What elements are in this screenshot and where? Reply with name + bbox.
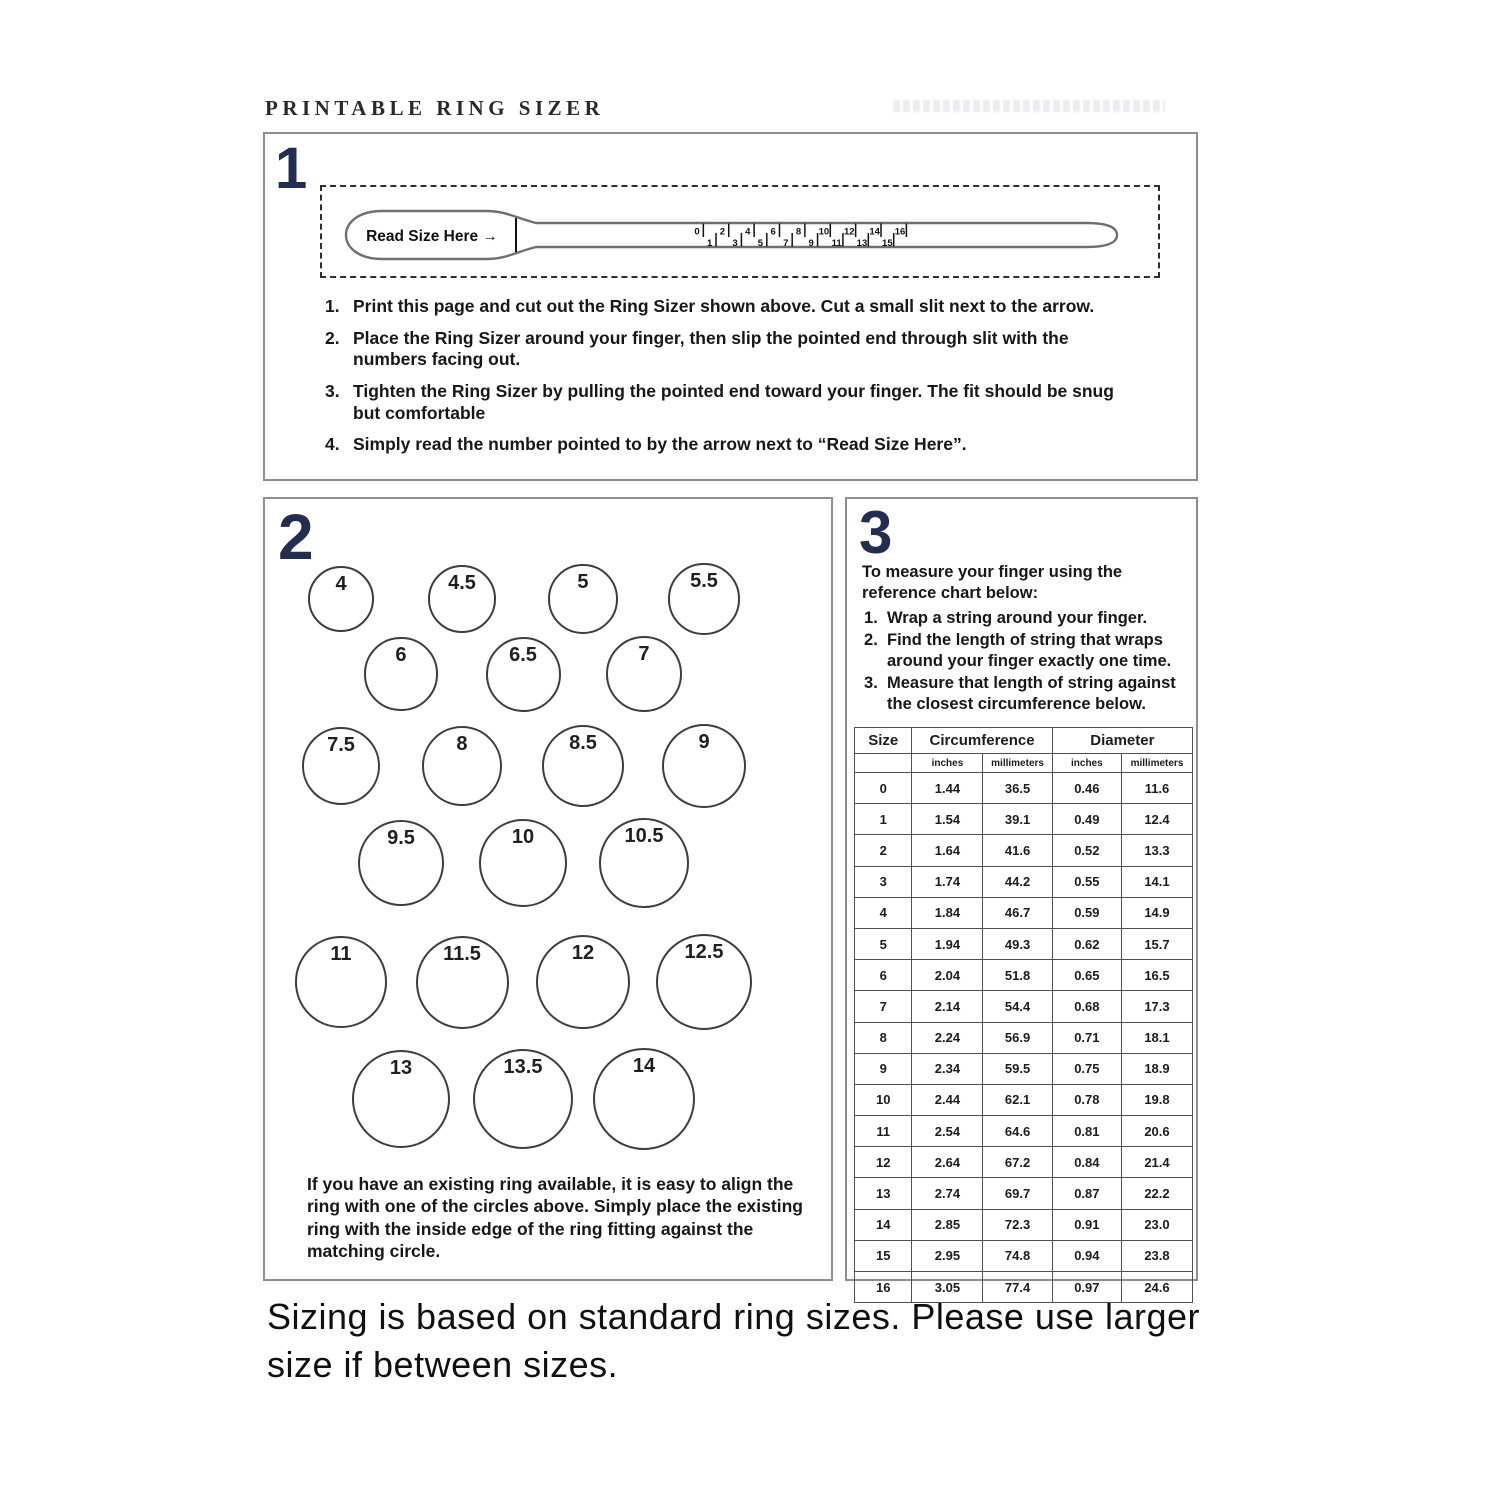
cutout-instructions-list — [321, 296, 1116, 466]
table-cell: 1.44 — [912, 773, 983, 804]
table-cell: 51.8 — [983, 960, 1052, 991]
table-cell: 56.9 — [983, 1022, 1052, 1053]
ring-size-circle — [656, 934, 753, 1031]
table-cell: 0.65 — [1052, 960, 1121, 991]
ring-size-label: 9.5 — [387, 827, 415, 850]
table-row — [855, 1209, 1193, 1240]
table-row — [855, 804, 1193, 835]
table-cell: 39.1 — [983, 804, 1052, 835]
table-cell: 46.7 — [983, 897, 1052, 928]
scale-number: 8 — [795, 226, 801, 237]
table-sub-header-row — [855, 754, 1193, 773]
ring-size-circle — [479, 819, 567, 907]
ring-size-circle — [662, 724, 746, 808]
section-1-number: 1 — [275, 136, 308, 201]
table-cell: 23.8 — [1121, 1240, 1192, 1271]
ring-size-label: 12 — [571, 941, 595, 964]
cutout-dashed-outline — [320, 185, 1160, 278]
ring-size-circle — [548, 564, 618, 634]
scale-number: 2 — [719, 226, 725, 237]
table-row — [855, 1147, 1193, 1178]
ring-size-label: 4.5 — [448, 572, 476, 595]
ring-size-circle — [416, 936, 509, 1029]
table-row — [855, 1053, 1193, 1084]
col-header-size: Size — [855, 728, 912, 754]
table-cell: 2.54 — [912, 1116, 983, 1147]
col-header-circumference: Circumference — [912, 728, 1052, 754]
section-1-panel — [263, 132, 1198, 481]
table-cell: 5 — [855, 928, 912, 959]
ring-size-circle — [486, 637, 561, 712]
ring-size-circle — [364, 637, 437, 710]
table-cell: 2.85 — [912, 1209, 983, 1240]
table-cell: 18.9 — [1121, 1053, 1192, 1084]
ring-size-circle — [302, 727, 381, 806]
table-cell: 6 — [855, 960, 912, 991]
ring-size-label: 4 — [335, 573, 347, 595]
ring-size-circle — [308, 566, 374, 632]
table-cell: 0.59 — [1052, 897, 1121, 928]
scale-number: 12 — [843, 226, 855, 237]
table-cell: 64.6 — [983, 1116, 1052, 1147]
table-cell: 24.6 — [1121, 1272, 1192, 1303]
measure-step-item: Find the length of string that wraps around your finger exactly one time. — [887, 631, 1172, 670]
ring-size-circle — [606, 636, 683, 713]
table-cell: 0.55 — [1052, 866, 1121, 897]
ring-size-label: 14 — [632, 1055, 656, 1077]
instruction-item: Tighten the Ring Sizer by pulling the pointed end toward your finger. The fit should be snug but comfortable — [353, 381, 1114, 423]
section-3-number: 3 — [859, 499, 893, 566]
scale-number: 14 — [868, 226, 880, 237]
table-row — [855, 991, 1193, 1022]
table-cell: 2.74 — [912, 1178, 983, 1209]
size-reference-table — [854, 727, 1193, 1303]
table-cell: 7 — [855, 991, 912, 1022]
measure-steps-list — [862, 608, 1196, 716]
table-row — [855, 960, 1193, 991]
table-cell: 2.44 — [912, 1084, 983, 1115]
table-cell: 3 — [855, 866, 912, 897]
scale-number: 9 — [808, 237, 814, 249]
table-cell: 16 — [855, 1272, 912, 1303]
table-cell: 11 — [855, 1116, 912, 1147]
table-cell: 3.05 — [912, 1272, 983, 1303]
ring-size-circle — [358, 820, 444, 906]
scale-number: 16 — [894, 226, 905, 237]
table-cell: 13.3 — [1121, 835, 1192, 866]
table-cell: 2.64 — [912, 1147, 983, 1178]
table-cell: 36.5 — [983, 773, 1052, 804]
sub-header-circumference-inches: inches — [912, 754, 983, 773]
scale-number: 4 — [744, 226, 750, 237]
table-cell: 41.6 — [983, 835, 1052, 866]
table-cell: 23.0 — [1121, 1209, 1192, 1240]
scale-number: 1 — [706, 237, 712, 249]
measure-step-item: Measure that length of string against the closest circumference below. — [887, 674, 1176, 713]
table-cell: 16.5 — [1121, 960, 1192, 991]
measure-intro: To measure your finger using the reference chart below: — [862, 563, 1123, 602]
ring-size-label: 5 — [577, 571, 589, 594]
ring-size-label: 10 — [511, 826, 535, 849]
scale-number: 11 — [831, 237, 842, 249]
table-cell: 0.46 — [1052, 773, 1121, 804]
table-cell: 1.64 — [912, 835, 983, 866]
table-cell: 4 — [855, 897, 912, 928]
ring-size-circle — [668, 563, 739, 634]
ring-size-label: 8 — [456, 732, 468, 755]
ring-size-circle — [542, 725, 624, 807]
table-cell: 2.04 — [912, 960, 983, 991]
table-cell: 15.7 — [1121, 928, 1192, 959]
table-cell: 0.52 — [1052, 835, 1121, 866]
existing-ring-note: If you have an existing ring available, it is easy to align the ring with one of the circles above. Simply place the existing ring with the inside edge of the ring fitting against the matching circle. — [307, 1174, 803, 1262]
ring-size-label: 13.5 — [503, 1055, 543, 1078]
ring-sizer-strip — [320, 185, 1160, 278]
table-cell: 0.94 — [1052, 1240, 1121, 1271]
scale-number: 5 — [757, 237, 763, 249]
table-row — [855, 1178, 1193, 1209]
instruction-item: Print this page and cut out the Ring Sizer shown above. Cut a small slit next to the arrow. — [353, 296, 1095, 316]
table-cell: 0.91 — [1052, 1209, 1121, 1240]
table-cell: 59.5 — [983, 1053, 1052, 1084]
table-cell: 13 — [855, 1178, 912, 1209]
ring-size-label: 6.5 — [509, 643, 537, 666]
table-cell: 14 — [855, 1209, 912, 1240]
ring-size-label: 12.5 — [684, 940, 724, 963]
table-row — [855, 897, 1193, 928]
table-cell: 18.1 — [1121, 1022, 1192, 1053]
table-cell: 1.84 — [912, 897, 983, 928]
watermark — [893, 100, 1165, 112]
scale-number: 7 — [782, 237, 788, 249]
table-cell: 74.8 — [983, 1240, 1052, 1271]
table-cell: 12 — [855, 1147, 912, 1178]
table-row — [855, 928, 1193, 959]
table-row — [855, 1240, 1193, 1271]
table-cell: 10 — [855, 1084, 912, 1115]
table-cell: 0.97 — [1052, 1272, 1121, 1303]
ring-size-circle — [473, 1049, 573, 1149]
table-cell: 2.14 — [912, 991, 983, 1022]
ring-size-circle — [536, 935, 631, 1030]
ring-size-circle — [428, 565, 496, 633]
table-cell: 0.68 — [1052, 991, 1121, 1022]
table-cell: 62.1 — [983, 1084, 1052, 1115]
sub-header-circumference-mm: millimeters — [983, 754, 1052, 773]
table-cell: 72.3 — [983, 1209, 1052, 1240]
measure-step-item: Wrap a string around your finger. — [887, 609, 1148, 627]
table-cell: 1.94 — [912, 928, 983, 959]
table-cell: 12.4 — [1121, 804, 1192, 835]
ring-size-label: 7 — [638, 642, 650, 665]
table-cell: 15 — [855, 1240, 912, 1271]
table-cell: 2 — [855, 835, 912, 866]
table-cell: 17.3 — [1121, 991, 1192, 1022]
table-cell: 21.4 — [1121, 1147, 1192, 1178]
table-cell: 14.9 — [1121, 897, 1192, 928]
sub-header-diameter-inches: inches — [1052, 754, 1121, 773]
table-cell: 0.49 — [1052, 804, 1121, 835]
table-cell: 19.8 — [1121, 1084, 1192, 1115]
table-cell: 0.84 — [1052, 1147, 1121, 1178]
scale-number: 0 — [693, 226, 700, 237]
page-title: PRINTABLE RING SIZER — [265, 96, 605, 120]
table-cell: 11.6 — [1121, 773, 1192, 804]
section-3-panel — [845, 497, 1198, 1295]
instruction-item: Simply read the number pointed to by the arrow next to “Read Size Here”. — [353, 434, 967, 455]
ring-size-label: 7.5 — [327, 733, 355, 756]
ring-size-label: 6 — [395, 644, 407, 667]
ring-size-label: 13 — [389, 1056, 413, 1079]
table-cell: 0.81 — [1052, 1116, 1121, 1147]
sub-header-diameter-mm: millimeters — [1121, 754, 1192, 773]
scale-number: 3 — [731, 237, 738, 249]
table-row — [855, 835, 1193, 866]
ring-size-circle — [599, 818, 688, 907]
ring-size-label: 11.5 — [443, 942, 481, 965]
table-row — [855, 1084, 1193, 1115]
ring-size-circle — [295, 936, 386, 1027]
scale-number: 15 — [881, 237, 893, 249]
table-cell: 0.87 — [1052, 1178, 1121, 1209]
table-cell: 0.75 — [1052, 1053, 1121, 1084]
table-cell: 9 — [855, 1053, 912, 1084]
table-cell: 2.95 — [912, 1240, 983, 1271]
scale-number: 10 — [818, 226, 829, 237]
section-2-panel — [263, 497, 833, 1281]
sub-header-blank — [855, 754, 912, 773]
table-group-header-row — [855, 728, 1193, 754]
ring-size-label: 9 — [698, 731, 710, 753]
table-cell: 0.71 — [1052, 1022, 1121, 1053]
table-row — [855, 1116, 1193, 1147]
table-cell: 2.24 — [912, 1022, 983, 1053]
table-row — [855, 866, 1193, 897]
table-cell: 77.4 — [983, 1272, 1052, 1303]
scale-number: 13 — [856, 237, 867, 249]
table-cell: 67.2 — [983, 1147, 1052, 1178]
table-cell: 8 — [855, 1022, 912, 1053]
table-cell: 2.34 — [912, 1053, 983, 1084]
ring-size-circle — [352, 1050, 450, 1148]
ring-size-circles — [265, 499, 831, 1279]
read-size-here-label: Read Size Here → — [365, 227, 498, 245]
table-cell: 0.78 — [1052, 1084, 1121, 1115]
table-cell: 44.2 — [983, 866, 1052, 897]
table-cell: 0.62 — [1052, 928, 1121, 959]
table-row — [855, 1022, 1193, 1053]
section-2-number: 2 — [278, 501, 314, 573]
table-cell: 1 — [855, 804, 912, 835]
table-cell: 20.6 — [1121, 1116, 1192, 1147]
table-cell: 49.3 — [983, 928, 1052, 959]
ring-size-label: 5.5 — [690, 570, 718, 593]
table-cell: 1.54 — [912, 804, 983, 835]
table-cell: 54.4 — [983, 991, 1052, 1022]
ring-size-label: 8.5 — [569, 731, 597, 754]
table-row — [855, 773, 1193, 804]
scale-number: 6 — [769, 226, 776, 237]
ring-size-circle — [593, 1048, 695, 1150]
instruction-item: Place the Ring Sizer around your finger, then slip the pointed end through slit with the numbers facing out. — [353, 327, 1069, 370]
table-cell: 14.1 — [1121, 866, 1192, 897]
ring-size-label: 11 — [330, 943, 352, 966]
ring-size-circle — [422, 726, 502, 806]
table-cell: 0 — [855, 773, 912, 804]
table-cell: 1.74 — [912, 866, 983, 897]
table-cell: 22.2 — [1121, 1178, 1192, 1209]
table-cell: 69.7 — [983, 1178, 1052, 1209]
ring-size-label: 10.5 — [624, 825, 664, 848]
footer-note: Sizing is based on standard ring sizes. Please use larger size if between sizes. — [267, 1296, 1200, 1385]
col-header-diameter: Diameter — [1052, 728, 1192, 754]
